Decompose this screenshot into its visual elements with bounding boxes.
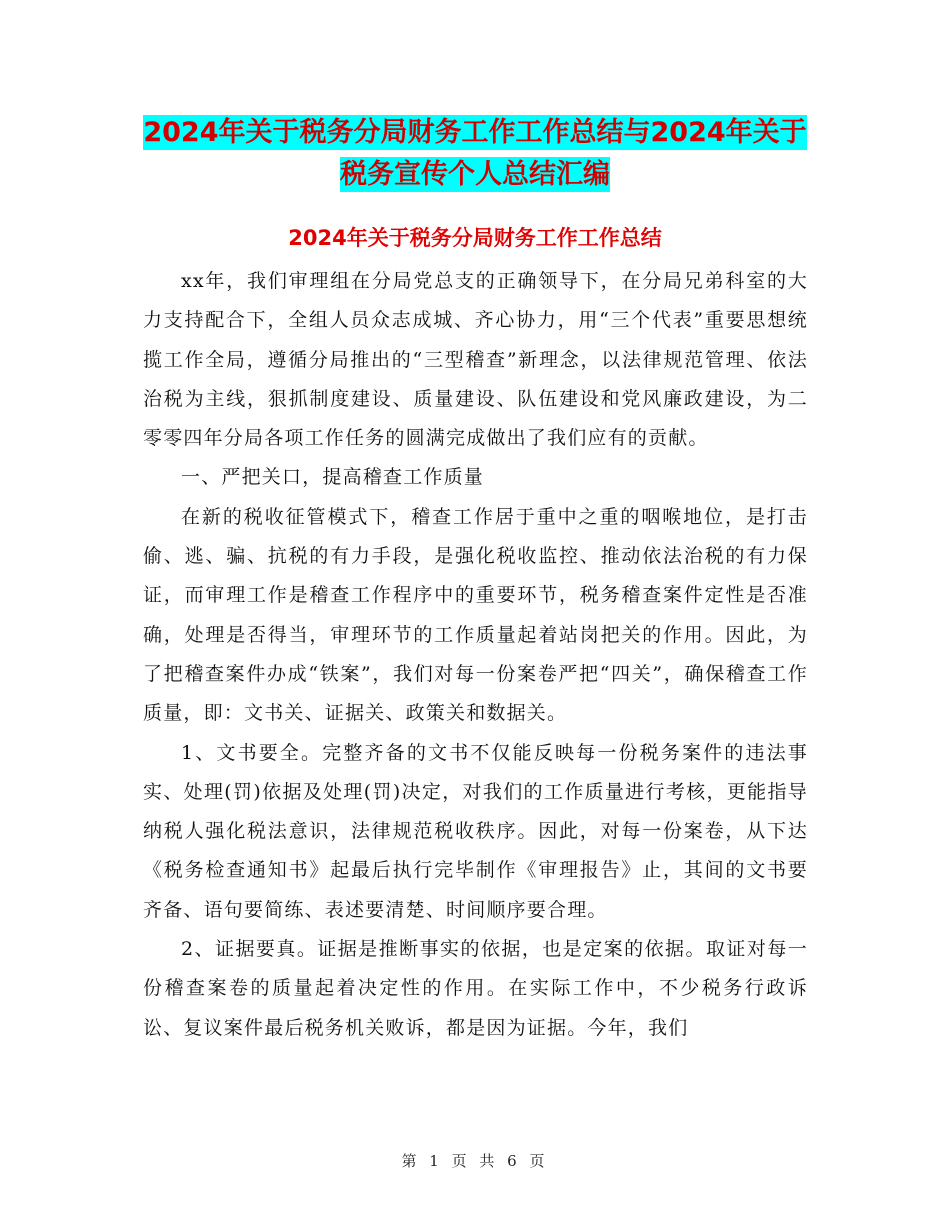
document-body [143, 262, 808, 1048]
paragraph-evidence: 2、证据要真。证据是推断事实的依据，也是定案的依据。取证对每一份稽查案卷的质量起着决定性的作用。在实际工作中，不少税务行政诉讼、复议案件最后税务机关败诉，都是因为证据。今年，我们 [143, 938, 808, 1039]
paragraph-heading-1: 一、严把关口，提高稽查工作质量 [181, 466, 485, 489]
paragraph-intro: xx年，我们审理组在分局党总支的正确领导下，在分局兄弟科室的大力支持配合下，全组人员众志成城、齐心协力，用“三个代表”重要思想统揽工作全局，遵循分局推出的“三型稽查”新理念，以法律规范管理、依法治税为主线，狠抓制度建设、质量建设、队伍建设和党风廉政建设，为二零零四年分局各项工作任务的圆满完成做出了我们应有的贡献。 [143, 270, 808, 450]
section-title: 2024年关于税务分局财务工作工作总结 [288, 226, 662, 250]
document-title-line-1: 2024年关于税务分局财务工作工作总结与2024年关于 [143, 117, 807, 148]
page-footer: 第 1 页 共 6 页 [401, 1152, 549, 1170]
paragraph-documents: 1、文书要全。完整齐备的文书不仅能反映每一份税务案件的违法事实、处理(罚)依据及处理(罚)决定，对我们的工作质量进行考核，更能指导纳税人强化税法意识，法律规范税收秩序。因此，对每一份案卷，从下达《税务检查通知书》起最后执行完毕制作《审理报告》止，其间的文书要齐备、语句要简练、表述要清楚、时间顺序要合理。 [143, 741, 808, 921]
paragraph-inspection: 在新的税收征管模式下，稽查工作居于重中之重的咽喉地位，是打击偷、逃、骗、抗税的有力手段，是强化税收监控、推动依法治税的有力保证，而审理工作是稽查工作程序中的重要环节，税务稽查案件定性是否准确，处理是否得当，审理环节的工作质量起着站岗把关的作用。因此，为了把稽查案件办成“铁案”，我们对每一份案卷严把“四关”，确保稽查工作质量，即：文书关、证据关、政策关和数据关。 [143, 505, 808, 725]
document-title-line-2: 税务宣传个人总结汇编 [340, 159, 610, 190]
